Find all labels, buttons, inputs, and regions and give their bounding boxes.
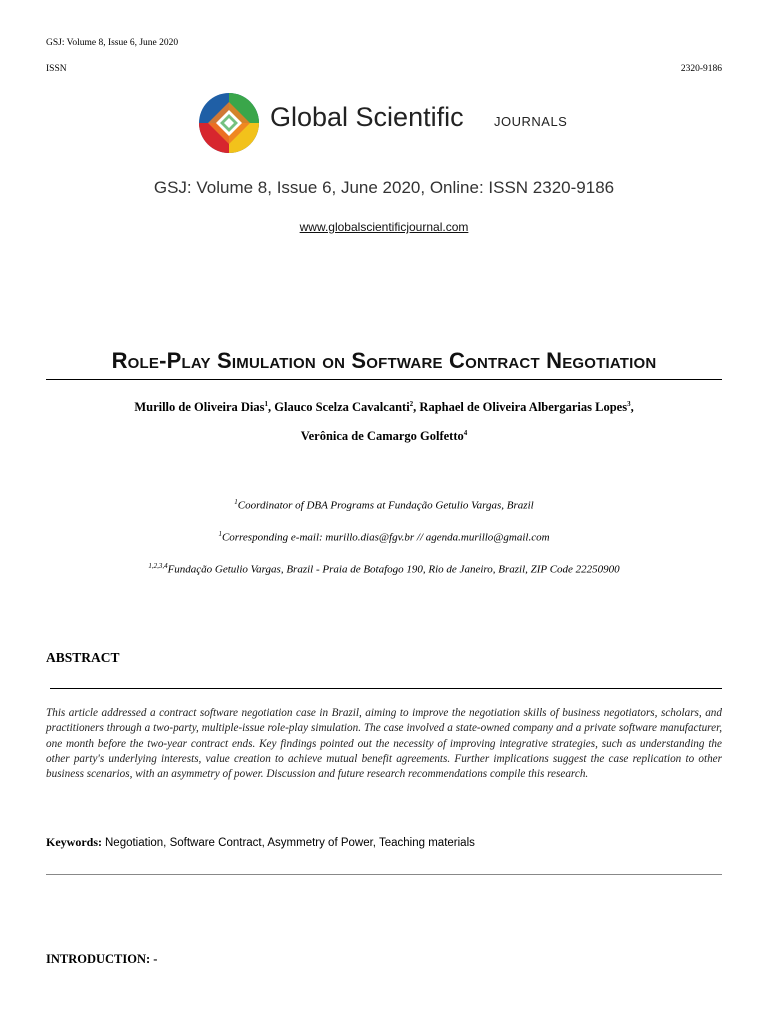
keywords-line	[46, 835, 475, 850]
affiliation-superscript: 1	[218, 530, 222, 538]
author-list-line-1: Murillo de Oliveira Dias$^1$, Glauco Scelza Cavalcanti$^2$, Raphael de Oliveira Albergarias Lopes$^3$,	[134, 400, 634, 415]
journal-volume-line: GSJ: Volume 8, Issue 6, June 2020, Online: ISSN 2320-9186	[153, 178, 615, 197]
keywords-values: Negotiation, Software Contract, Asymmetry of Power, Teaching materials	[105, 837, 475, 849]
logo-name: Global Scientific	[270, 102, 464, 132]
corresponding-email-text: Corresponding e-mail: murillo.dias@fgv.br // agenda.murillo@gmail.com	[221, 531, 550, 544]
keywords-label: Keywords:	[46, 835, 102, 849]
author-name: Glauco Scelza Cavalcanti	[274, 400, 410, 415]
affiliation-3	[0, 562, 768, 576]
abstract-body: This article addressed a contract software negotiation case in Brazil, aiming to improve the negotiation skills of business negotiators, scholars, and practitioners through a two-party, multiple-issue role-play simulation. The case involved a state-owned company and a private software manufacturer, one month before the two-year contract ends. Key findings pointed out the necessity of improving integrative strategies, such as understanding the other party's underlying interests, value creation to achieve mutual benefit agreements. Further implications suggest the case replication to other business scenarios, with an asymmetry of power. Discussion and future research recommendations compile this research.	[46, 707, 722, 781]
affiliation-text: Coordinator of DBA Programs at Fundação Getulio Vargas, Brazil	[237, 499, 534, 512]
affiliation-2	[0, 530, 768, 544]
logo-subtitle: JOURNALS	[494, 114, 568, 129]
affiliation-text: Fundação Getulio Vargas, Brazil - Praia de Botafogo 190, Rio de Janeiro, Brazil, ZIP Code 22250900	[167, 563, 620, 576]
colorful-diamond-logo-icon	[196, 92, 262, 154]
affiliation-superscript: 1,2,3,4	[148, 562, 168, 570]
keywords-divider	[46, 874, 722, 875]
journal-website-link[interactable]: www.globalscientificjournal.com	[299, 220, 469, 234]
title-divider	[46, 379, 722, 380]
journal-logo	[196, 92, 576, 154]
author-name: Murillo de Oliveira Dias	[134, 400, 265, 415]
running-header-issn-label: ISSN	[46, 64, 67, 74]
running-header-journal: GSJ: Volume 8, Issue 6, June 2020	[46, 38, 179, 48]
affiliation-1	[0, 498, 768, 512]
running-header-issn-number: 2320-9186	[680, 64, 722, 74]
affiliation-superscript: 1	[234, 498, 238, 506]
author-name: Verônica de Camargo Golfetto	[300, 429, 464, 444]
author-superscript: 2	[409, 400, 414, 408]
abstract-heading: ABSTRACT	[46, 650, 120, 665]
author-list-line-2	[0, 429, 768, 444]
author-name: Raphael de Oliveira Albergarias Lopes	[419, 400, 628, 415]
author-superscript: 4	[463, 429, 468, 437]
author-superscript: 1	[264, 400, 269, 408]
introduction-heading: INTRODUCTION: -	[46, 952, 158, 966]
article-title: Role-Play Simulation on Software Contract Negotiation	[111, 348, 657, 373]
author-superscript: 3	[627, 400, 631, 408]
abstract-divider	[50, 688, 722, 689]
